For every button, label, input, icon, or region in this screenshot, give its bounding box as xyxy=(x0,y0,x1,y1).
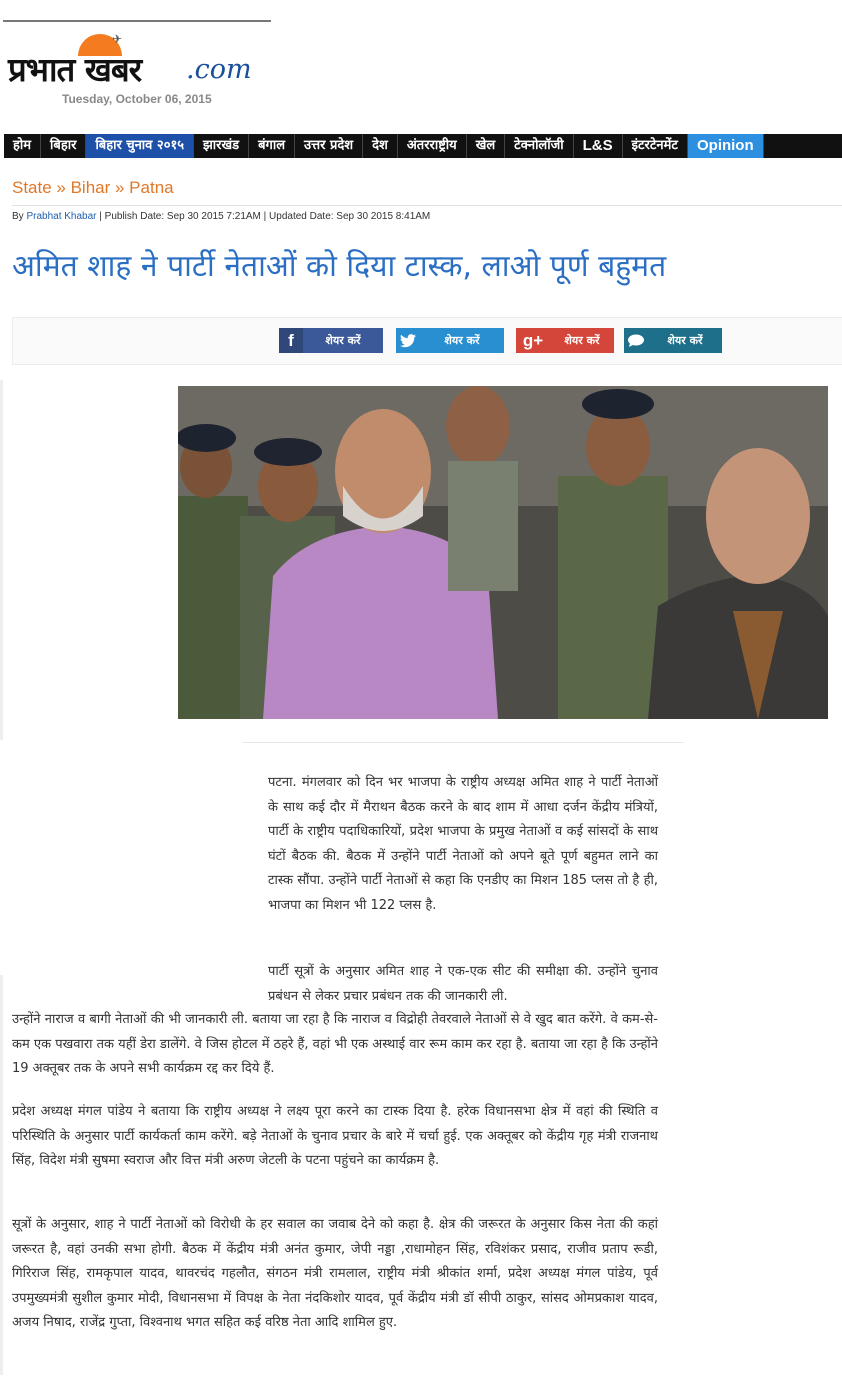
divider xyxy=(12,205,842,206)
googleplus-share-label: शेयर करें xyxy=(564,334,600,347)
twitter-icon xyxy=(396,328,420,353)
share-bar xyxy=(12,317,842,365)
article-paragraph: पटना. मंगलवार को दिन भर भाजपा के राष्ट्रीय अध्यक्ष अमित शाह ने पार्टी नेताओं के साथ कई दौर में मैराथन बैठक करने के बाद शाम में आधा दर्जन केंद्रीय मंत्रियों, पार्टी के राष्ट्रीय पदाधिकारियों, प्रदेश भाजपा के प्रमुख नेताओं व कई सांसदों के साथ घंटों बैठक की. बैठक में उन्होंने पार्टी नेताओं को अपने बूते पूर्ण बहुमत लाने का टास्क सौंपा. उन्होंने पार्टी नेताओं से कहा कि एनडीए का मिशन 185 प्लस तो है ही, भाजपा का मिशन भी 122 प्लस है. xyxy=(268,775,658,913)
nav-desh[interactable]: देश xyxy=(363,134,398,158)
page-title: अमित शाह ने पार्टी नेताओं को दिया टास्क, लाओ पूर्ण बहुमत xyxy=(12,249,667,284)
logo-text: प्रभात खबर xyxy=(8,50,142,89)
site-logo[interactable] xyxy=(8,34,288,94)
nav-ls[interactable]: L&S xyxy=(574,134,623,158)
googleplus-icon: g+ xyxy=(522,330,544,350)
article-paragraph: पार्टी सूत्रों के अनुसार अमित शाह ने एक-एक सीट की समीक्षा की. उन्होंने चुनाव प्रबंधन से लेकर प्रचार प्रबंधन तक की जानकारी ली. xyxy=(268,964,658,1004)
article-paragraph: सूत्रों के अनुसार, शाह ने पार्टी नेताओं को विरोधी के हर सवाल का जवाब देने को कहा है. क्षेत्र की जरूरत के अनुसार किस नेता की कहां जरूरत है, वहां उनकी सभा होगी. बैठक में केंद्रीय मंत्री अनंत कुमार, जेपी नड्डा ,राधामोहन सिंह, रविशंकर प्रसाद, राजीव प्रताप रूडी, गिरिराज सिंह, रामकृपाल यादव, थावरचंद गहलौत, संगठन मंत्री रामलाल, राष्ट्रीय मंत्री श्रीकांत शर्मा, प्रदेश अध्यक्ष मंगल पांडेय, पूर्व उपमुख्यमंत्री सुशील कुमार मोदी, विधानसभा में विपक्ष के नेता नंदकिशोर यादव, पूर्व केंद्रीय मंत्री डॉ सीपी ठाकुर, सांसद ओमप्रकाश यादव, अजय निषाद, राजेंद्र गुप्ता, विश्वनाथ भगत सहित कई वरिष्ठ नेता आदि शामिल हुए. xyxy=(12,1217,658,1330)
byline-author[interactable]: Prabhat Khabar xyxy=(26,211,97,222)
left-border xyxy=(0,380,3,740)
nav-technology[interactable]: टेक्नोलॉजी xyxy=(505,134,573,158)
main-nav xyxy=(4,134,842,158)
comment-share-button[interactable] xyxy=(624,328,722,353)
googleplus-share-button[interactable] xyxy=(516,328,614,353)
current-date: Tuesday, October 06, 2015 xyxy=(62,92,212,106)
nav-sports[interactable]: खेल xyxy=(467,134,505,158)
facebook-share-label: शेयर करें xyxy=(325,334,361,347)
nav-opinion[interactable]: Opinion xyxy=(688,134,764,158)
byline-dates: | Publish Date: Sep 30 2015 7:21AM | Updated Date: Sep 30 2015 8:41AM xyxy=(96,211,431,222)
article-photo xyxy=(178,386,828,719)
nav-bihar-election[interactable]: बिहार चुनाव २०१५ xyxy=(86,134,194,158)
facebook-share-button[interactable] xyxy=(279,328,383,353)
nav-home[interactable]: होम xyxy=(4,134,41,158)
article-paragraph: उन्होंने नाराज व बागी नेताओं की भी जानकारी ली. बताया जा रहा है कि नाराज व विद्रोही तेवरवाले नेताओं से वे खुद बात करेंगे. वे कम-से-कम एक पखवारा तक यहीं डेरा डालेंगे. वे जिस होटल में ठहरे हैं, वहां भी एक अस्थाई वार रूम काम कर रहा है. बताया जा रहा है कि उन्होंने 19 अक्तूबर तक के अपने सभी कार्यक्रम रद्द कर दिये हैं. xyxy=(12,1012,658,1076)
top-divider xyxy=(3,20,271,22)
comment-icon xyxy=(624,328,648,353)
twitter-share-button[interactable] xyxy=(396,328,504,353)
byline xyxy=(12,211,430,222)
breadcrumb[interactable]: State » Bihar » Patna xyxy=(12,178,174,197)
left-border xyxy=(0,975,3,1375)
nav-uttar-pradesh[interactable]: उत्तर प्रदेश xyxy=(295,134,363,158)
nav-jharkhand[interactable]: झारखंड xyxy=(194,134,249,158)
byline-prefix: By xyxy=(12,211,27,222)
divider xyxy=(242,742,684,743)
nav-bengal[interactable]: बंगाल xyxy=(249,134,295,158)
twitter-share-label: शेयर करें xyxy=(444,334,480,347)
facebook-icon: f xyxy=(279,328,303,353)
nav-bihar[interactable]: बिहार xyxy=(41,134,86,158)
nav-entertainment[interactable]: इंटरटेनमेंट xyxy=(623,134,688,158)
logo-domain: .com xyxy=(186,54,252,85)
article-paragraph: प्रदेश अध्यक्ष मंगल पांडेय ने बताया कि राष्ट्रीय अध्यक्ष ने लक्ष्य पूरा करने का टास्क दिया है. हरेक विधानसभा क्षेत्र में वहां की स्थिति व परिस्थिति के अनुसार पार्टी कार्यकर्ता काम करेंगे. बड़े नेताओं के चुनाव प्रचार के बारे में चर्चा हुई. एक अक्तूबर को केंद्रीय गृह मंत्री राजनाथ सिंह, विदेश मंत्री सुषमा स्वराज और वित्त मंत्री अरुण जेटली के पटना पहुंचने का कार्यक्रम है. xyxy=(12,1104,658,1168)
nav-international[interactable]: अंतरराष्ट्रीय xyxy=(398,134,467,158)
comment-share-label: शेयर करें xyxy=(667,334,703,347)
bird-icon: ✈ xyxy=(112,32,123,46)
